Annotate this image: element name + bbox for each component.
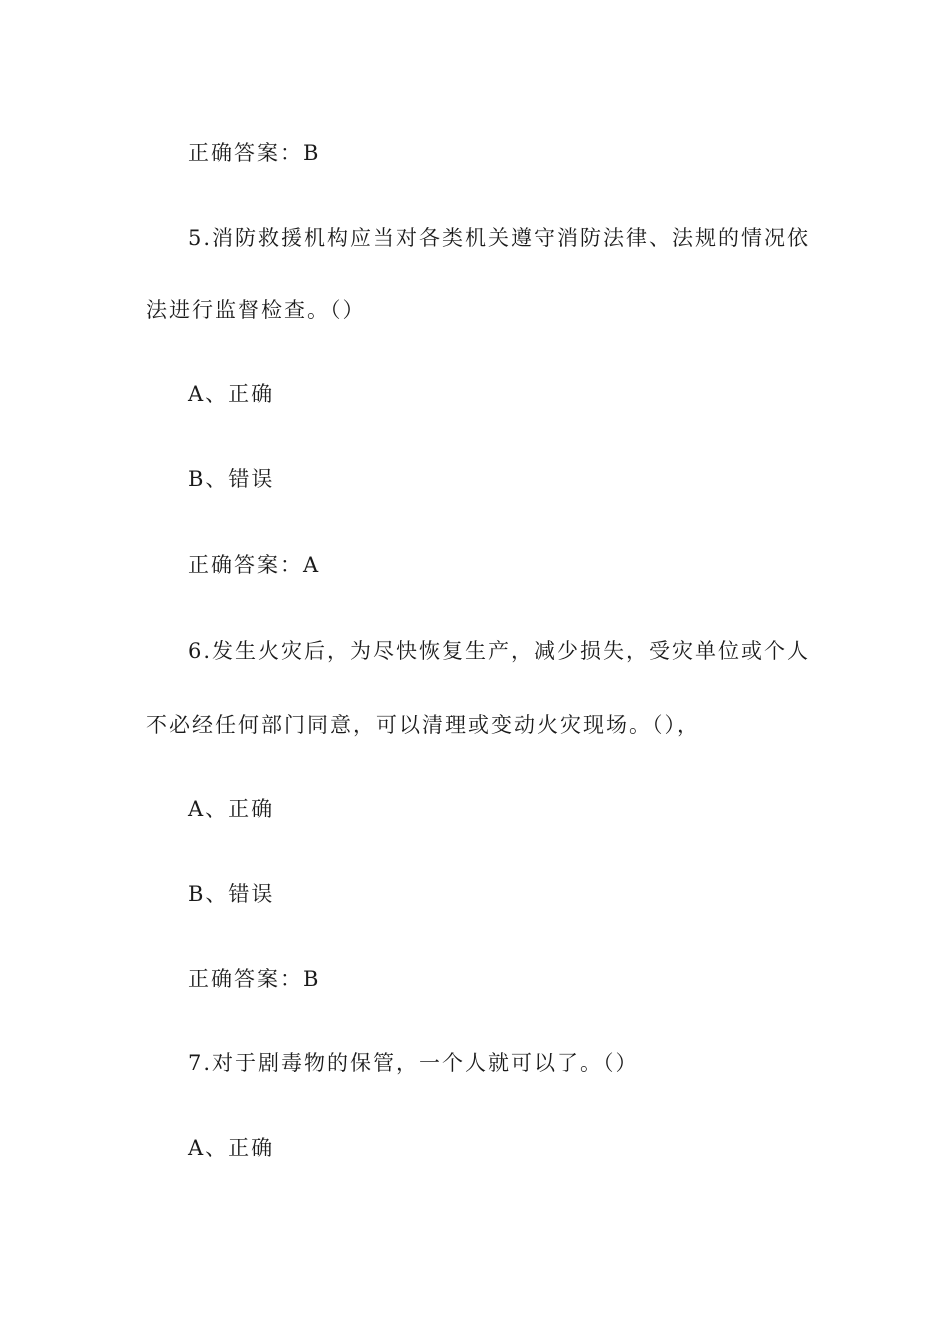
answer-line: 正确答案：A <box>188 553 321 577</box>
option-a: A、正确 <box>188 797 275 821</box>
answer-line: 正确答案：B <box>188 967 321 991</box>
option-a: A、正确 <box>188 1136 275 1160</box>
question-5-line-1: 5.消防救援机构应当对各类机关遵守消防法律、法规的情况依 <box>188 226 811 250</box>
question-7-line-1: 7.对于剧毒物的保管，一个人就可以了。（） <box>188 1051 639 1075</box>
option-b: B、错误 <box>188 882 275 906</box>
answer-line: 正确答案：B <box>188 141 321 165</box>
option-b: B、错误 <box>188 467 275 491</box>
question-6-line-1: 6.发生火灾后，为尽快恢复生产，减少损失，受灾单位或个人 <box>188 639 811 663</box>
option-a: A、正确 <box>188 382 275 406</box>
question-5-line-2: 法进行监督检查。（） <box>146 298 366 322</box>
question-6-line-2: 不必经任何部门同意，可以清理或变动火灾现场。（）， <box>146 713 700 737</box>
